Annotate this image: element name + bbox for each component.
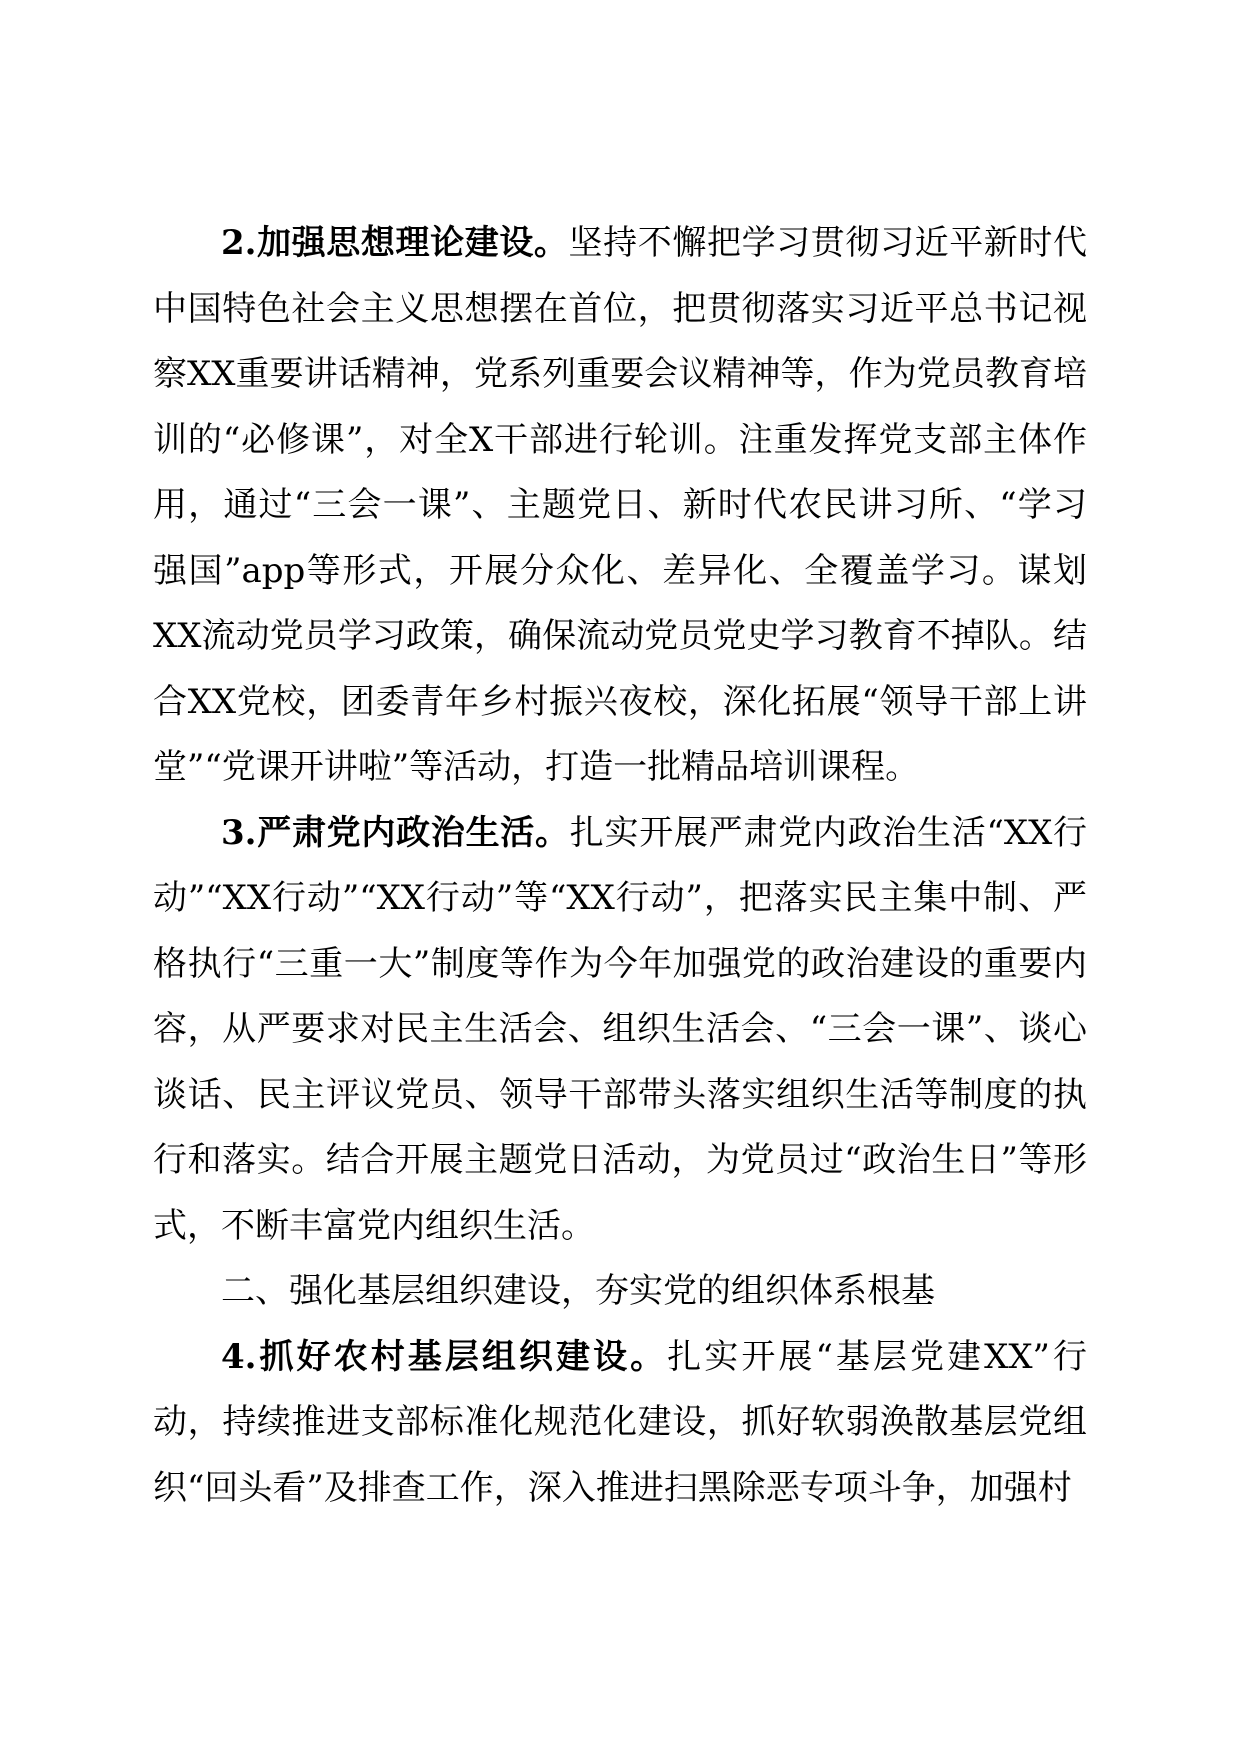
paragraph-lead-heading: 4.抓好农村基层组织建设。 [221,1336,668,1377]
paragraph-body-text: 坚持不懈把学习贯彻习近平新时代中国特色社会主义思想摆在首位，把贯彻落实习近平总书记视察XX重要讲话精神，党系列重要会议精神等，作为党员教育培训的“必修课”，对全X干部进行轮训。注重发挥党支部主体作用，通过“三会一课”、主题党日、新时代农民讲习所、“学习强国”app等形式，开展分众化、差异化、全覆盖学习。谋划XX流动党员学习政策，确保流动党员党史学习教育不掉队。结合XX党校，团委青年乡村振兴夜校，深化拓展“领导干部上讲堂”“党课开讲啦”等活动，打造一批精品培训课程。 [153,223,1088,787]
paragraph-ideological-theory [153,211,1087,801]
paragraph-rural-organization [153,1325,1087,1522]
paragraph-body-text: 扎实开展“基层党建XX”行动，持续推进支部标准化规范化建设，抓好软弱涣散基层党组织“回头看”及排查工作，深入推进扫黑除恶专项斗争，加强村 [153,1336,1087,1508]
paragraph-lead-heading: 3.严肃党内政治生活。 [221,812,570,853]
paragraph-lead-heading: 2.加强思想理论建设。 [221,223,569,263]
document-body [153,211,1087,1521]
section-heading: 二、强化基层组织建设，夯实党的组织体系根基 [221,1271,935,1311]
paragraph-body-text: 扎实开展严肃党内政治生活“XX行动”“XX行动”“XX行动”等“XX行动”，把落实民主集中制、严格执行“三重一大”制度等作为今年加强党的政治建设的重要内容，从严要求对民主生活会、组织生活会、“三会一课”、谈心谈话、民主评议党员、领导干部带头落实组织生活等制度的执行和落实。结合开展主题党日活动，为党员过“政治生日”等形式，不断丰富党内组织生活。 [153,812,1087,1246]
paragraph-political-life [153,801,1087,1260]
